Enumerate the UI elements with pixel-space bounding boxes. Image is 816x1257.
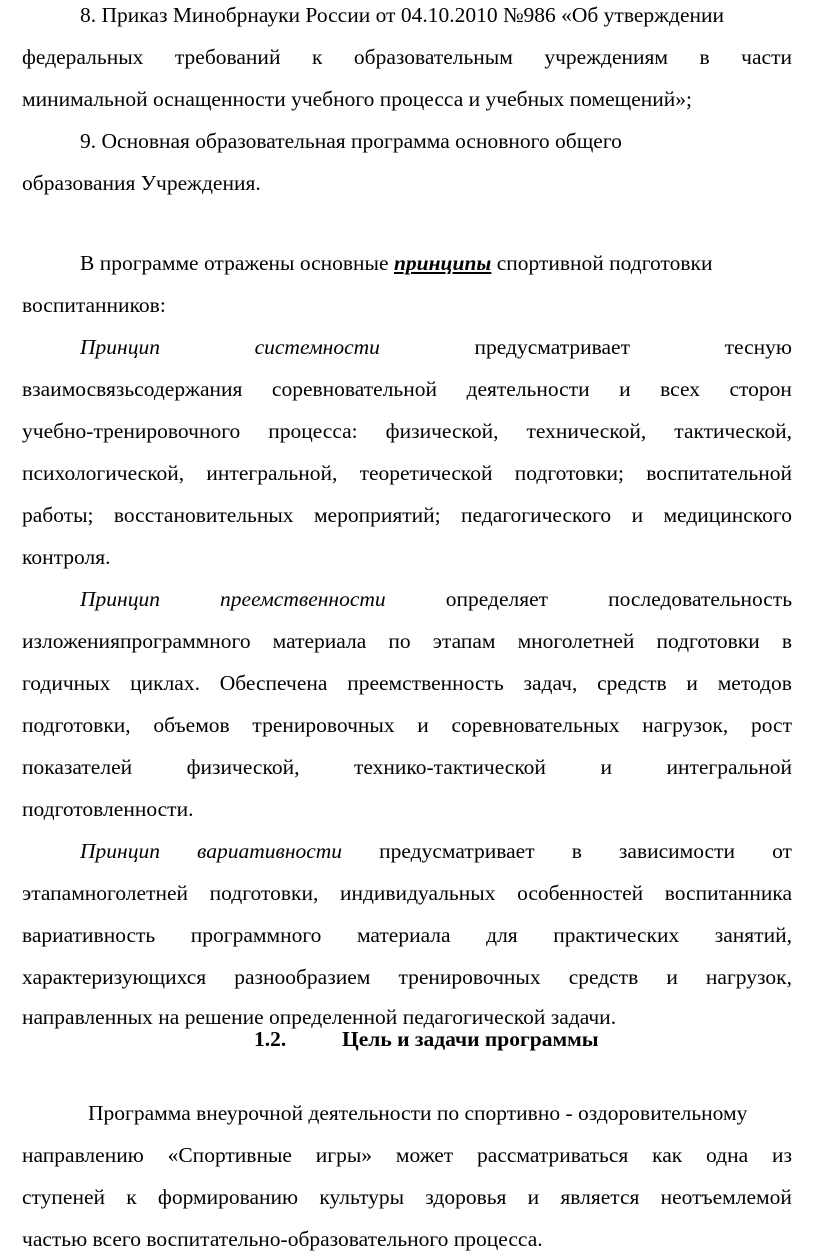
variability-line2: [22, 880, 792, 906]
word: воспитательной: [646, 461, 792, 485]
systemic-line1: [80, 334, 792, 360]
word: подготовки,: [209, 881, 319, 905]
word: культуры: [319, 1185, 405, 1209]
word: подготовки;: [514, 461, 625, 485]
section-number: 1.2.: [254, 1027, 287, 1051]
word: процесса:: [268, 419, 358, 443]
word: воспитанника: [664, 881, 792, 905]
word: преемственность: [347, 671, 504, 695]
word: неотъемлемой: [660, 1185, 792, 1209]
word: здоровья: [425, 1185, 507, 1209]
systemic-line5: [22, 502, 792, 528]
continuity-term2: преемственности: [220, 587, 386, 611]
intro-emphasis: принципы: [393, 251, 492, 275]
variability-line5: направленных на решение определенной педагогической задачи.: [22, 1005, 617, 1029]
word: практических: [553, 923, 680, 947]
item8-line1: 8. Приказ Минобрнауки России от 04.10.2010 №986 «Об утверждении: [80, 3, 725, 27]
continuity-line6: подготовленности.: [22, 797, 194, 821]
word: индивидуальных: [339, 881, 496, 905]
variability-term1: Принцип: [80, 839, 160, 863]
word: по: [388, 629, 411, 653]
word: к: [311, 45, 323, 69]
word: материала: [356, 923, 451, 947]
word: медицинского: [663, 503, 792, 527]
variability-line4: [22, 964, 792, 990]
word: сторон: [729, 377, 792, 401]
systemic-word4: тесную: [724, 335, 792, 359]
word: интегральной: [666, 755, 792, 779]
intro-before: В программе отражены основные: [80, 251, 394, 275]
word: ступеней: [22, 1185, 106, 1209]
word: рост: [750, 713, 792, 737]
word: показателей: [22, 755, 133, 779]
word: методов: [717, 671, 792, 695]
variability-word4: в: [571, 839, 582, 863]
word: средств: [597, 671, 667, 695]
word: всех: [660, 377, 700, 401]
continuity-word4: последовательность: [608, 587, 792, 611]
word: технической,: [526, 419, 647, 443]
word: и: [600, 755, 612, 779]
systemic-line2: [22, 376, 792, 402]
word: теоретической: [359, 461, 493, 485]
continuity-line1: [80, 586, 792, 612]
word: учреждениям: [544, 45, 669, 69]
item9-line1: 9. Основная образовательная программа основного общего: [80, 129, 622, 153]
word: задач,: [523, 671, 578, 695]
systemic-term1: Принцип: [80, 335, 160, 359]
word: «Спортивные: [167, 1143, 292, 1167]
word: средств: [568, 965, 639, 989]
systemic-line4: [22, 460, 792, 486]
word: деятельности: [466, 377, 590, 401]
word: вариативность: [22, 923, 156, 947]
word: работы;: [22, 503, 94, 527]
word: из: [771, 1143, 792, 1167]
word: нагрузок,: [705, 965, 792, 989]
word: физической,: [186, 755, 300, 779]
intro-after: спортивной подготовки: [491, 251, 713, 275]
word: игры»: [315, 1143, 373, 1167]
word: нагрузок,: [642, 713, 729, 737]
word: тренировочных: [398, 965, 541, 989]
item8-line3: минимальной оснащенности учебного процесса и учебных помещений»;: [22, 87, 692, 111]
word: и: [686, 671, 698, 695]
word: части: [741, 45, 792, 69]
word: тренировочных: [252, 713, 395, 737]
program-line3: [22, 1184, 792, 1210]
variability-term2: вариативности: [197, 839, 343, 863]
word: рассматриваться: [477, 1143, 629, 1167]
word: этапамноголетней: [22, 881, 189, 905]
continuity-line3: [22, 670, 792, 696]
word: особенностей: [517, 881, 644, 905]
word: восстановительных: [113, 503, 294, 527]
variability-word6: от: [772, 839, 792, 863]
word: тактической,: [674, 419, 792, 443]
word: федеральных: [22, 45, 144, 69]
word: педагогического: [461, 503, 612, 527]
variability-line3: [22, 922, 792, 948]
word: мероприятий;: [313, 503, 441, 527]
word: формированию: [157, 1185, 299, 1209]
word: требований: [174, 45, 281, 69]
word: и: [527, 1185, 540, 1209]
item8-line2: [22, 44, 792, 70]
program-line1: Программа внеурочной деятельности по спортивно - оздоровительному: [88, 1101, 748, 1125]
principles-intro-line1: [80, 250, 792, 276]
word: объемов: [153, 713, 230, 737]
section-title: Цель и задачи программы: [342, 1027, 599, 1051]
continuity-word3: определяет: [445, 587, 549, 611]
principles-intro-line2: воспитанников:: [22, 293, 166, 317]
word: к: [126, 1185, 137, 1209]
word: учебно-тренировочного: [22, 419, 241, 443]
word: и: [417, 713, 429, 737]
variability-word3: предусматривает: [379, 839, 535, 863]
word: характеризующихся: [22, 965, 207, 989]
word: физической,: [385, 419, 499, 443]
word: психологической,: [22, 461, 185, 485]
systemic-term2: системности: [254, 335, 380, 359]
word: направлению: [22, 1143, 144, 1167]
word: взаимосвязьсодержания: [22, 377, 243, 401]
word: подготовки: [656, 629, 760, 653]
word: интегральной,: [206, 461, 338, 485]
systemic-line3: [22, 418, 792, 444]
variability-line1: [80, 838, 792, 864]
continuity-line2: [22, 628, 792, 654]
item9-line2: образования Учреждения.: [22, 171, 261, 195]
systemic-word3: предусматривает: [474, 335, 630, 359]
word: годичных: [22, 671, 111, 695]
program-line4: частью всего воспитательно-образовательного процесса.: [22, 1227, 543, 1251]
word: в: [781, 629, 792, 653]
word: технико-тактической: [353, 755, 546, 779]
word: материала: [272, 629, 367, 653]
word: в: [699, 45, 710, 69]
word: подготовки,: [22, 713, 131, 737]
word: и: [619, 377, 631, 401]
word: разнообразием: [234, 965, 371, 989]
continuity-line4: [22, 712, 792, 738]
word: одна: [706, 1143, 749, 1167]
continuity-line5: [22, 754, 792, 780]
program-line2: [22, 1142, 792, 1168]
word: этапам: [432, 629, 496, 653]
word: и: [666, 965, 678, 989]
word: соревновательных: [451, 713, 620, 737]
systemic-line6: контроля.: [22, 545, 111, 569]
word: образовательным: [353, 45, 513, 69]
word: и: [631, 503, 644, 527]
word: Обеспечена: [219, 671, 328, 695]
word: изложенияпрограммного: [22, 629, 251, 653]
word: соревновательной: [271, 377, 437, 401]
word: для: [486, 923, 518, 947]
word: многолетней: [517, 629, 635, 653]
word: является: [560, 1185, 640, 1209]
word: программного: [190, 923, 322, 947]
word: занятий,: [714, 923, 792, 947]
continuity-term1: Принцип: [80, 587, 160, 611]
word: как: [652, 1143, 683, 1167]
word: циклах.: [130, 671, 200, 695]
word: может: [395, 1143, 454, 1167]
variability-word5: зависимости: [618, 839, 735, 863]
